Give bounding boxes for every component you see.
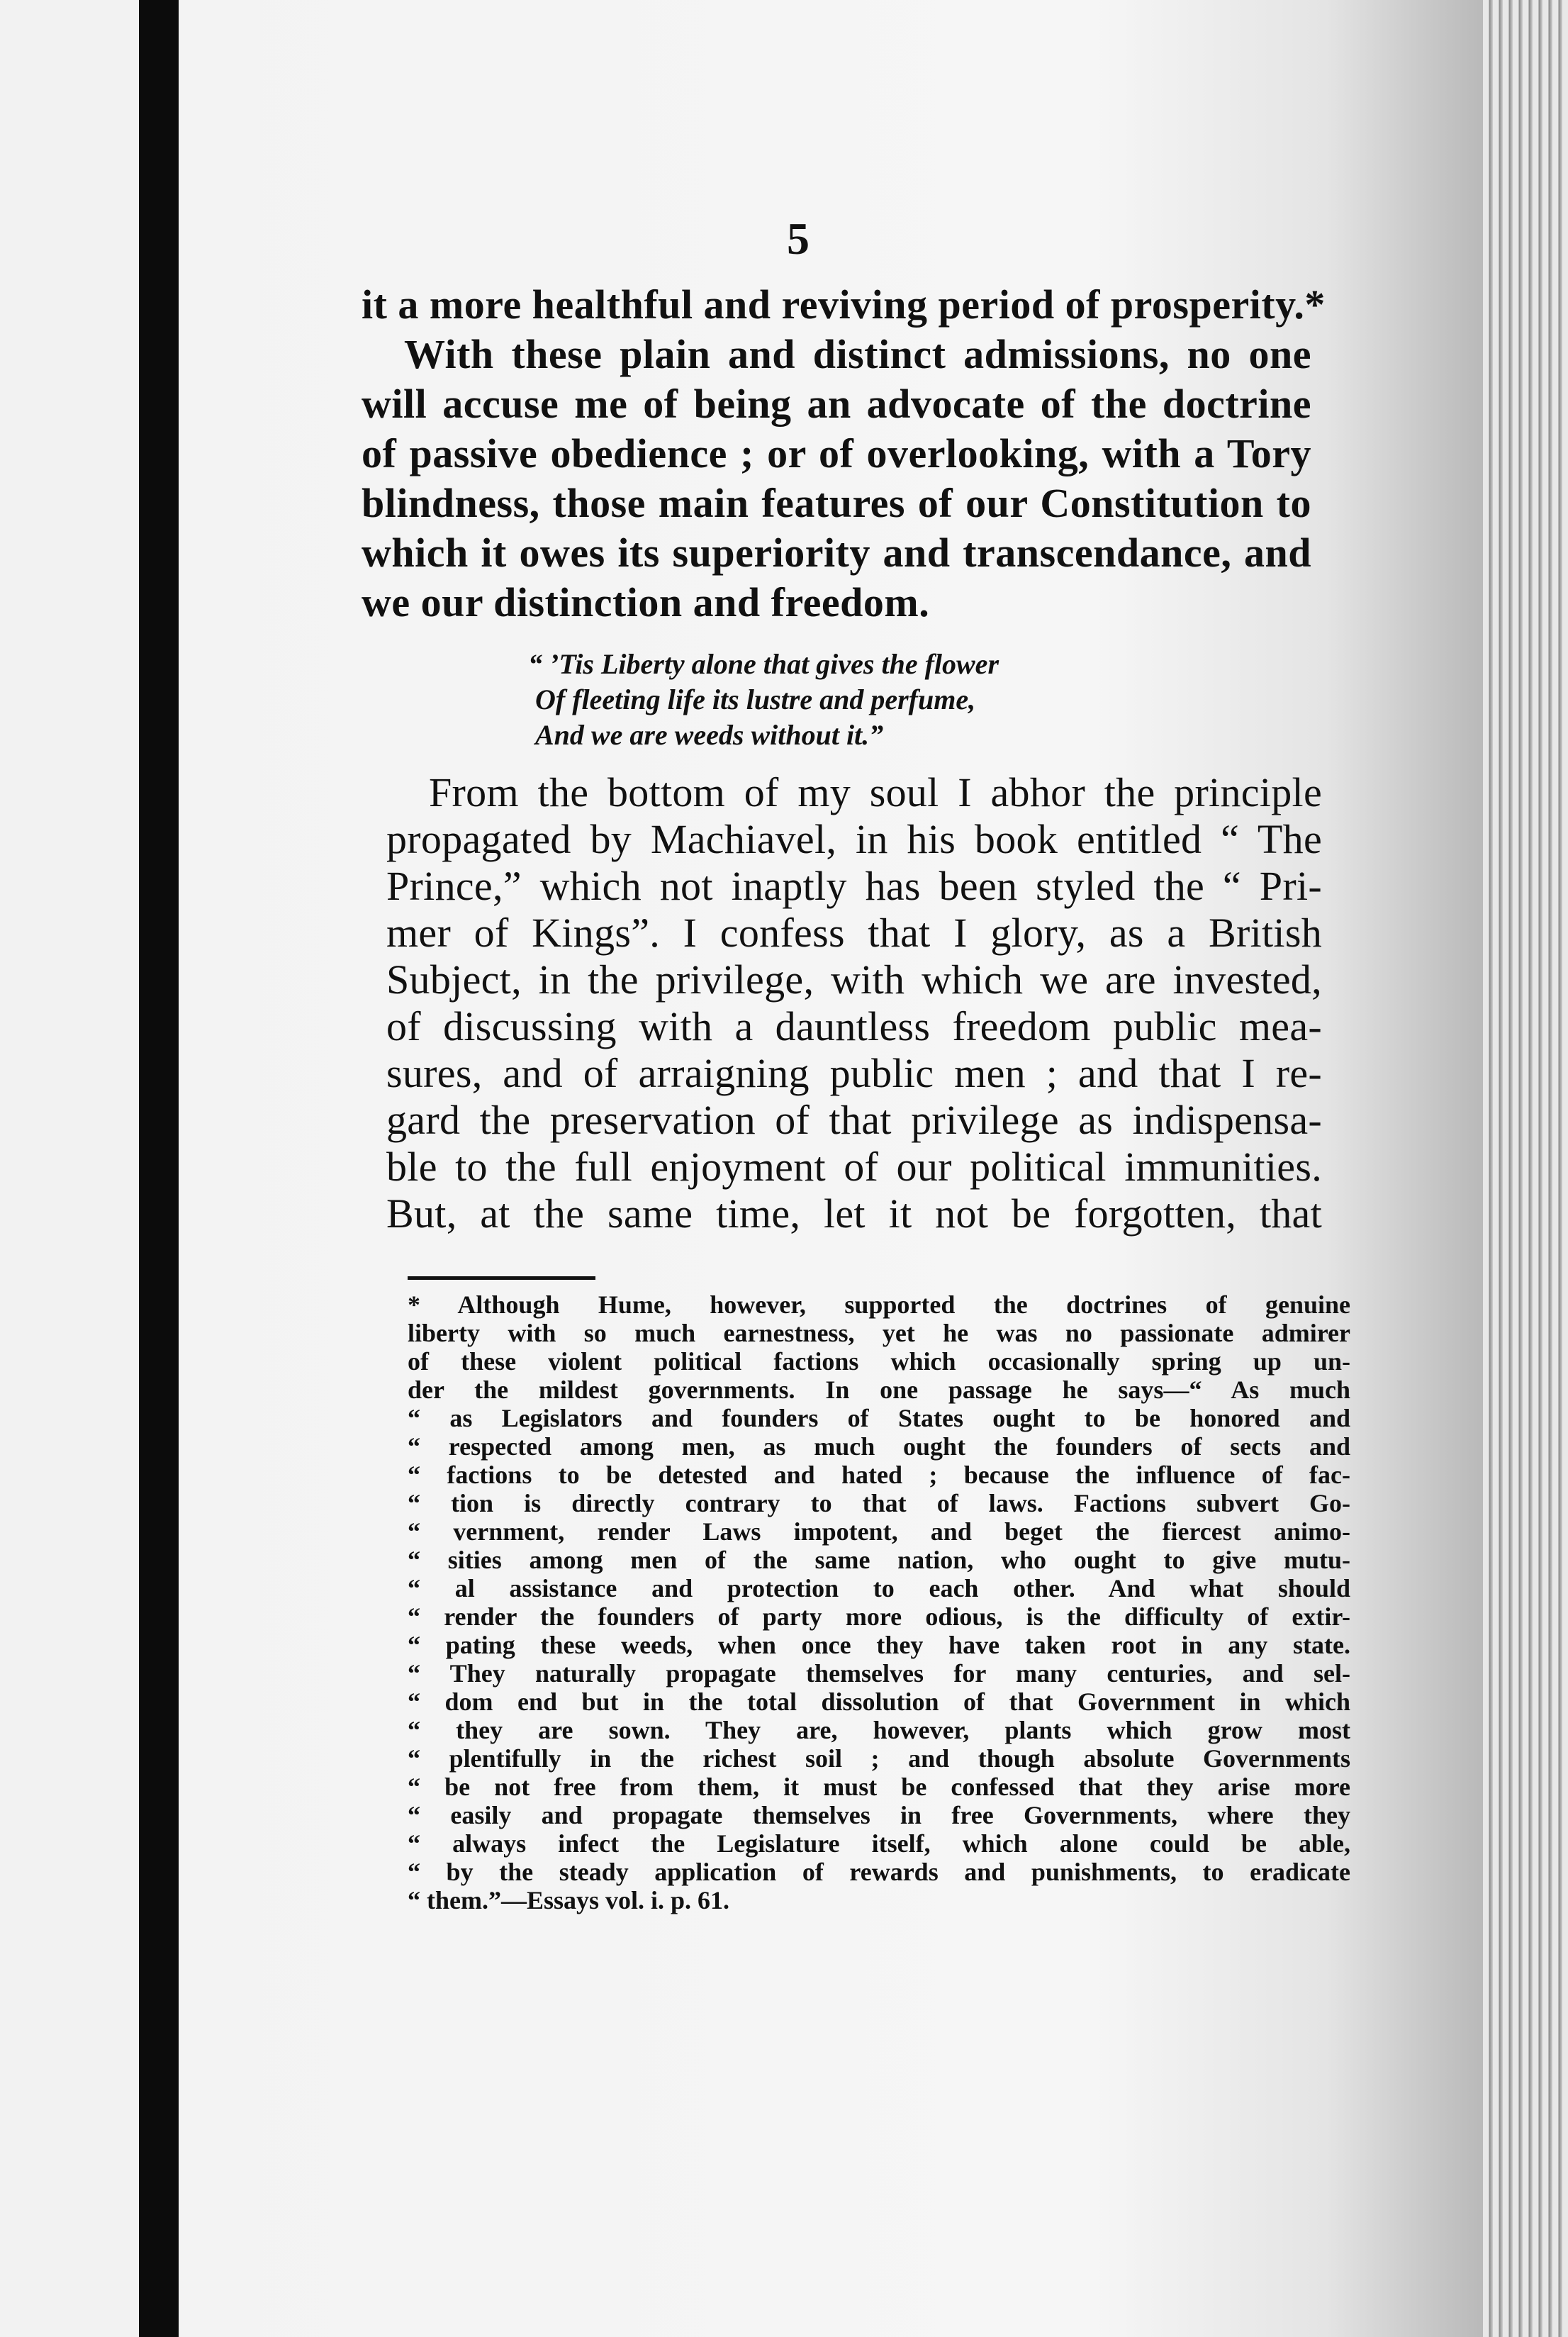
footnote-line: “ plentifully in the richest soil ; and though absolute Governments: [408, 1744, 1350, 1773]
text-line: we our distinction and freedom.: [362, 579, 930, 625]
footnote-line: “ easily and propagate themselves in free Governments, where they: [408, 1801, 1350, 1829]
verse-line: And we are weeds without it.”: [535, 719, 884, 751]
footnote-line: “ factions to be detested and hated ; because the influence of fac-: [408, 1461, 1350, 1489]
footnote-line: “ respected among men, as much ought the founders of sects and: [408, 1432, 1350, 1461]
footnote-line: “ be not free from them, it must be confessed that they arise more: [408, 1773, 1350, 1801]
text-line: of passive obedience ; or of overlooking, with a Tory: [362, 430, 1311, 476]
text-line: With these plain and distinct admissions, no one: [404, 331, 1311, 377]
footnote-line: “ tion is directly contrary to that of laws. Factions subvert Go-: [408, 1489, 1350, 1517]
text-line: sures, and of arraigning public men ; and that I re-: [386, 1050, 1322, 1096]
verse-line: “ ’Tis Liberty alone that gives the flower: [528, 648, 999, 680]
verse-line: Of fleeting life its lustre and perfume,: [535, 684, 976, 715]
footnote: [408, 1290, 1350, 1914]
footnote-line: “ sities among men of the same nation, who ought to give mutu-: [408, 1546, 1350, 1574]
text-line: Subject, in the privilege, with which we are invested,: [386, 956, 1322, 1003]
book-gutter: [139, 0, 179, 2337]
text-line: will accuse me of being an advocate of the doctrine: [362, 381, 1311, 427]
main-text-lower: [386, 769, 1322, 1237]
footnote-line: liberty with so much earnestness, yet he was no passionate admirer: [408, 1319, 1350, 1347]
footnote-line: * Although Hume, however, supported the doctrines of genuine: [408, 1290, 1350, 1319]
footnote-line: of these violent political factions which occasionally spring up un-: [408, 1347, 1350, 1376]
verse-quotation: [528, 647, 1166, 753]
footnote-line: “ render the founders of party more odious, is the difficulty of extir-: [408, 1602, 1350, 1631]
text-line: But, at the same time, let it not be forgotten, that: [386, 1190, 1322, 1237]
text-line: Prince,” which not inaptly has been styled the “ Pri-: [386, 863, 1322, 909]
footnote-line: “ them.”—Essays vol. i. p. 61.: [408, 1886, 730, 1914]
footnote-line: “ dom end but in the total dissolution of that Government in which: [408, 1688, 1350, 1716]
facing-page-edge: [0, 0, 139, 2337]
text-line: From the bottom of my soul I abhor the principle: [429, 769, 1322, 815]
footnote-line: “ pating these weeds, when once they have taken root in any state.: [408, 1631, 1350, 1659]
text-line: blindness, those main features of our Constitution to: [362, 480, 1311, 526]
footnote-line: der the mildest governments. In one passage he says—“ As much: [408, 1376, 1350, 1404]
text-line: mer of Kings”. I confess that I glory, as a British: [386, 910, 1322, 956]
main-text-upper: [362, 280, 1326, 628]
text-line: which it owes its superiority and transcendance, and: [362, 530, 1311, 576]
footnote-line: “ al assistance and protection to each other. And what should: [408, 1574, 1350, 1602]
footnote-line: “ vernment, render Laws impotent, and beget the fiercest animo-: [408, 1517, 1350, 1546]
text-line: gard the preservation of that privilege as indispensa-: [386, 1097, 1322, 1143]
footnote-line: “ always infect the Legislature itself, which alone could be able,: [408, 1829, 1350, 1858]
footnote-line: “ as Legislators and founders of States ought to be honored and: [408, 1404, 1350, 1432]
page-stack-edge: [1483, 0, 1568, 2337]
continuation-line: it a more healthful and reviving period of prosperity.*: [362, 281, 1326, 328]
text-line: ble to the full enjoyment of our political immunities.: [386, 1144, 1322, 1190]
footnote-rule: [408, 1276, 595, 1280]
footnote-line: “ They naturally propagate themselves for many centuries, and sel-: [408, 1659, 1350, 1688]
footnote-line: “ they are sown. They are, however, plants which grow most: [408, 1716, 1350, 1744]
page-number: 5: [787, 213, 810, 264]
text-line: propagated by Machiavel, in his book entitled “ The: [386, 816, 1322, 862]
footnote-line: “ by the steady application of rewards and punishments, to eradicate: [408, 1858, 1350, 1886]
text-line: of discussing with a dauntless freedom public mea-: [386, 1003, 1322, 1049]
